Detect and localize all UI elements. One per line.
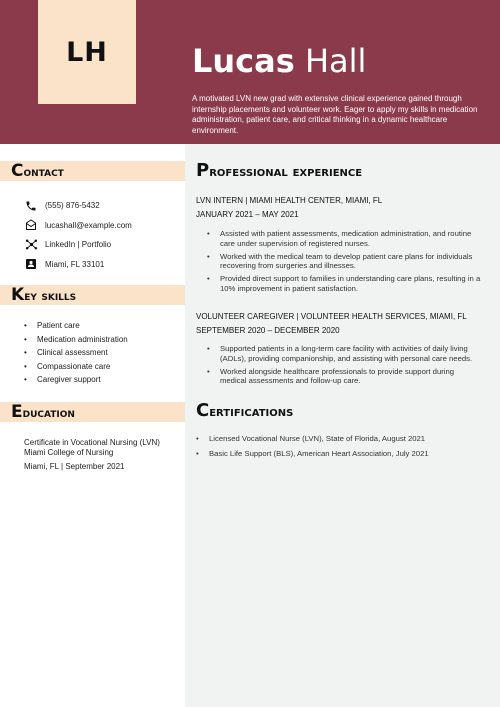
job-header-2 bbox=[196, 310, 467, 337]
education-degree: Certificate in Vocational Nursing (LVN) bbox=[24, 438, 160, 447]
experience-heading bbox=[196, 160, 362, 181]
certification-item: • Basic Life Support (BLS), American Heart Association, July 2021 bbox=[196, 449, 486, 459]
summary: A motivated LVN new grad with extensive clinical experience gained through internship placements and volunteer work. Eager to apply my skills in medication administration, patient care, and critical thinking in a dynamic healthcare environment. bbox=[192, 94, 478, 135]
job-bullets-1 bbox=[207, 229, 482, 297]
skills-heading-rest: ey skills bbox=[24, 289, 77, 304]
job-dates: SEPTEMBER 2020 – DECEMBER 2020 bbox=[196, 325, 340, 335]
certifications-heading bbox=[196, 400, 293, 421]
location-text: Miami, FL 33101 bbox=[45, 259, 105, 269]
certifications-heading-cap: C bbox=[196, 400, 210, 421]
contact-email bbox=[24, 216, 132, 236]
education-heading-cap: E bbox=[11, 402, 23, 422]
job-bullet: • Supported patients in a long-term care facility with activities of daily living (ADLs), providing companionship, and assisting with personal care needs. bbox=[207, 344, 482, 363]
contact-location bbox=[24, 255, 132, 275]
job-title: VOLUNTEER CAREGIVER | VOLUNTEER HEALTH SERVICES, MIAMI, FL bbox=[196, 312, 467, 321]
candidate-name bbox=[192, 42, 366, 80]
job-title: LVN INTERN | MIAMI HEALTH CENTER, MIAMI, FL bbox=[196, 196, 383, 205]
phone-icon bbox=[24, 199, 38, 213]
skill-item: • Caregiver support bbox=[24, 373, 128, 387]
network-icon bbox=[24, 238, 38, 252]
education-school: Miami College of Nursing bbox=[24, 448, 114, 457]
contact-heading-rest: ontact bbox=[23, 165, 64, 180]
skill-item: • Patient care bbox=[24, 319, 128, 333]
job-bullets-2 bbox=[207, 344, 482, 389]
job-bullet: • Provided direct support to families in understanding care plans, resulting in a 10% improvement in patient satisfaction. bbox=[207, 274, 482, 293]
monogram-box bbox=[38, 0, 136, 104]
contact-phone bbox=[24, 196, 132, 216]
job-dates: JANUARY 2021 – MAY 2021 bbox=[196, 209, 299, 219]
skill-item: • Medication administration bbox=[24, 333, 128, 347]
skills-list bbox=[24, 319, 128, 387]
links-text[interactable]: LinkedIn | Portfolio bbox=[45, 240, 112, 250]
education-heading-rest: ducation bbox=[22, 406, 75, 421]
certifications-heading-rest: ertifications bbox=[209, 404, 294, 420]
id-card-icon bbox=[24, 257, 38, 271]
skill-item: • Compassionate care bbox=[24, 360, 128, 374]
skill-item: • Clinical assessment bbox=[24, 346, 128, 360]
contact-links bbox=[24, 235, 132, 255]
monogram: LH bbox=[66, 36, 108, 68]
education-location-date: Miami, FL | September 2021 bbox=[24, 462, 125, 471]
contact-list bbox=[24, 196, 132, 274]
certification-item: • Licensed Vocational Nurse (LVN), State of Florida, August 2021 bbox=[196, 434, 486, 444]
job-bullet: • Worked with the medical team to develop patient care plans for individuals recovering from surgeries and illnesses. bbox=[207, 252, 482, 271]
job-header-1 bbox=[196, 194, 382, 221]
education-entry bbox=[24, 438, 160, 472]
first-name: Lucas bbox=[192, 42, 295, 80]
skills-heading bbox=[0, 285, 185, 305]
skills-heading-cap: K bbox=[11, 285, 25, 305]
job-bullet: • Assisted with patient assessments, medication administration, and routine care under supervision of registered nurses. bbox=[207, 229, 482, 248]
header-banner bbox=[0, 0, 500, 144]
contact-heading bbox=[0, 161, 185, 181]
email-icon bbox=[24, 218, 38, 232]
phone-text: (555) 876-5432 bbox=[45, 201, 100, 211]
last-name: Hall bbox=[304, 42, 367, 80]
contact-heading-cap: C bbox=[11, 161, 24, 181]
email-text[interactable]: lucashall@example.com bbox=[45, 220, 132, 230]
education-heading bbox=[0, 402, 185, 422]
experience-heading-rest: rofessional experience bbox=[209, 164, 363, 180]
job-bullet: • Worked alongside healthcare professionals to provide support during medical assessments and follow-up care. bbox=[207, 367, 482, 386]
experience-heading-cap: P bbox=[196, 160, 210, 181]
certifications-list bbox=[196, 434, 486, 463]
